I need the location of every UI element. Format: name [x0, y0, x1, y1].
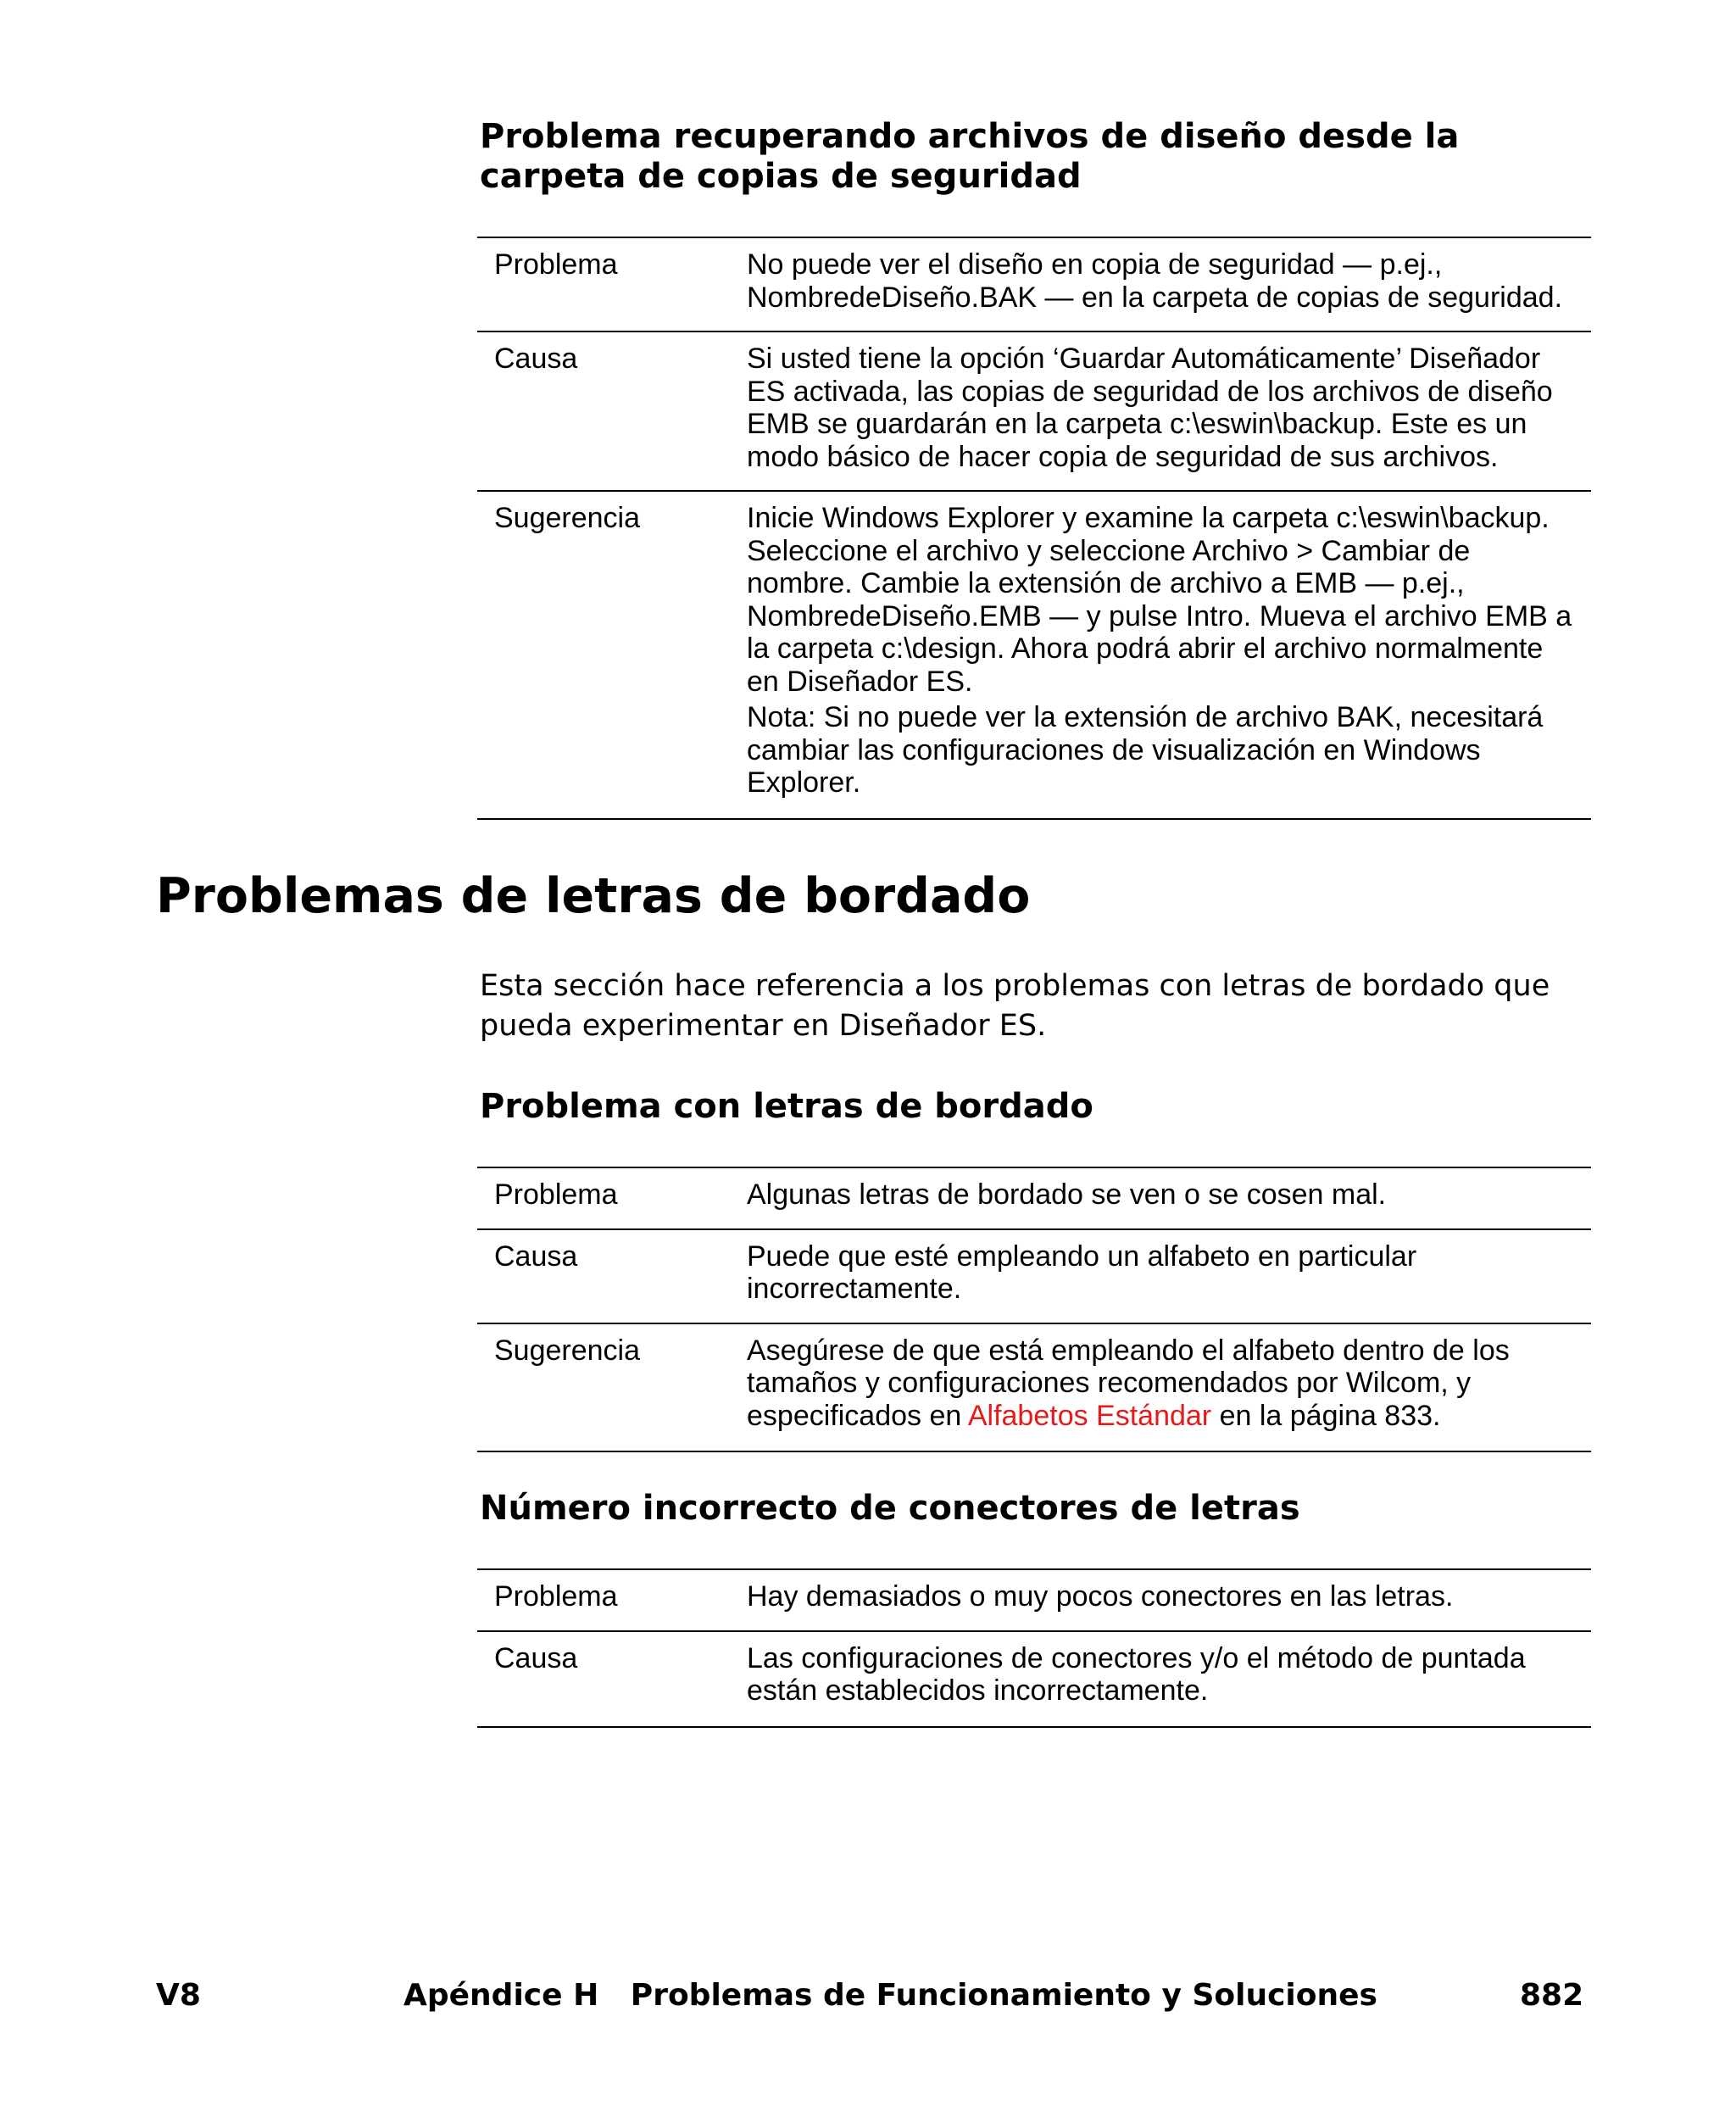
table-row	[477, 1228, 1591, 1323]
table-row	[477, 1323, 1591, 1451]
troubleshooting-table-lettering	[477, 1167, 1591, 1452]
section-heading-connectors: Número incorrecto de conectores de letras	[480, 1489, 1300, 1528]
row-label-causa: Causa	[494, 1641, 578, 1674]
row-text	[747, 248, 1591, 314]
row-label-problema: Problema	[494, 1178, 618, 1211]
table-row	[477, 1630, 1591, 1726]
row-text	[747, 502, 1591, 799]
table-row	[477, 1570, 1591, 1630]
footer-chapter-title: Apéndice H Problemas de Funcionamiento y Soluciones	[403, 1978, 1377, 2013]
row-text: Puede que esté empleando un alfabeto en particular incorrectamente.	[747, 1240, 1417, 1305]
row-text-before-link: Asegúrese de que está empleando el alfabeto dentro de los tamaños y configuraciones recomendados por Wilcom, y especificados en	[747, 1334, 1510, 1432]
section-heading-lettering-problem: Problema con letras de bordado	[480, 1087, 1093, 1126]
table-row	[477, 331, 1591, 490]
row-label-sugerencia: Sugerencia	[494, 1334, 641, 1367]
row-text	[747, 343, 1591, 473]
row-text: Algunas letras de bordado se ven o se cosen mal.	[747, 1178, 1387, 1211]
row-paragraph: Si usted tiene la opción ‘Guardar Automáticamente’ Diseñador ES activada, las copias de seguridad de los archivos de diseño EMB se guardarán en la carpeta c:\eswin\backup. Este es un modo básico de hacer copia de seguridad de sus archivos.	[747, 343, 1553, 473]
table-row	[477, 238, 1591, 331]
table-row	[477, 1168, 1591, 1228]
main-heading: Problemas de letras de bordado	[156, 868, 1031, 924]
row-text	[747, 1334, 1591, 1433]
row-paragraph: Inicie Windows Explorer y examine la carpeta c:\eswin\backup. Seleccione el archivo y seleccione Archivo > Cambiar de nombre. Cambie la extensión de archivo a EMB — p.ej., NombredeDiseño.EMB — y pulse Intro. Mueva el archivo EMB a la carpeta c:\design. Ahora podrá abrir el archivo normalmente en Diseñador ES.	[747, 502, 1572, 698]
row-label-sugerencia: Sugerencia	[494, 502, 641, 534]
row-label-causa: Causa	[494, 1240, 578, 1273]
row-text: Hay demasiados o muy pocos conectores en las letras.	[747, 1580, 1454, 1613]
row-label-problema: Problema	[494, 1580, 618, 1613]
footer-page-number: 882	[1520, 1978, 1584, 2013]
row-text-after-link: en la página 833.	[1211, 1399, 1441, 1432]
row-label-causa: Causa	[494, 343, 578, 375]
row-label-problema: Problema	[494, 248, 618, 281]
table-row	[477, 490, 1591, 818]
section-heading-backup-recovery: Problema recuperando archivos de diseño desde la carpeta de copias de seguridad	[480, 117, 1460, 196]
row-note: Nota: Si no puede ver la extensión de archivo BAK, necesitará cambiar las configuraciones de visualización en Windows Explorer.	[747, 701, 1544, 799]
row-text: Las configuraciones de conectores y/o el método de puntada están establecidos incorrectamente.	[747, 1641, 1526, 1707]
troubleshooting-table-connectors	[477, 1568, 1591, 1728]
intro-paragraph: Esta sección hace referencia a los problemas con letras de bordado que pueda experimentar en Diseñador ES.	[480, 969, 1550, 1043]
row-paragraph: No puede ver el diseño en copia de seguridad — p.ej., NombredeDiseño.BAK — en la carpeta de copias de seguridad.	[747, 248, 1563, 314]
footer-version: V8	[156, 1978, 201, 2013]
troubleshooting-table-backup	[477, 237, 1591, 820]
cross-reference-link[interactable]: Alfabetos Estándar	[967, 1399, 1212, 1432]
